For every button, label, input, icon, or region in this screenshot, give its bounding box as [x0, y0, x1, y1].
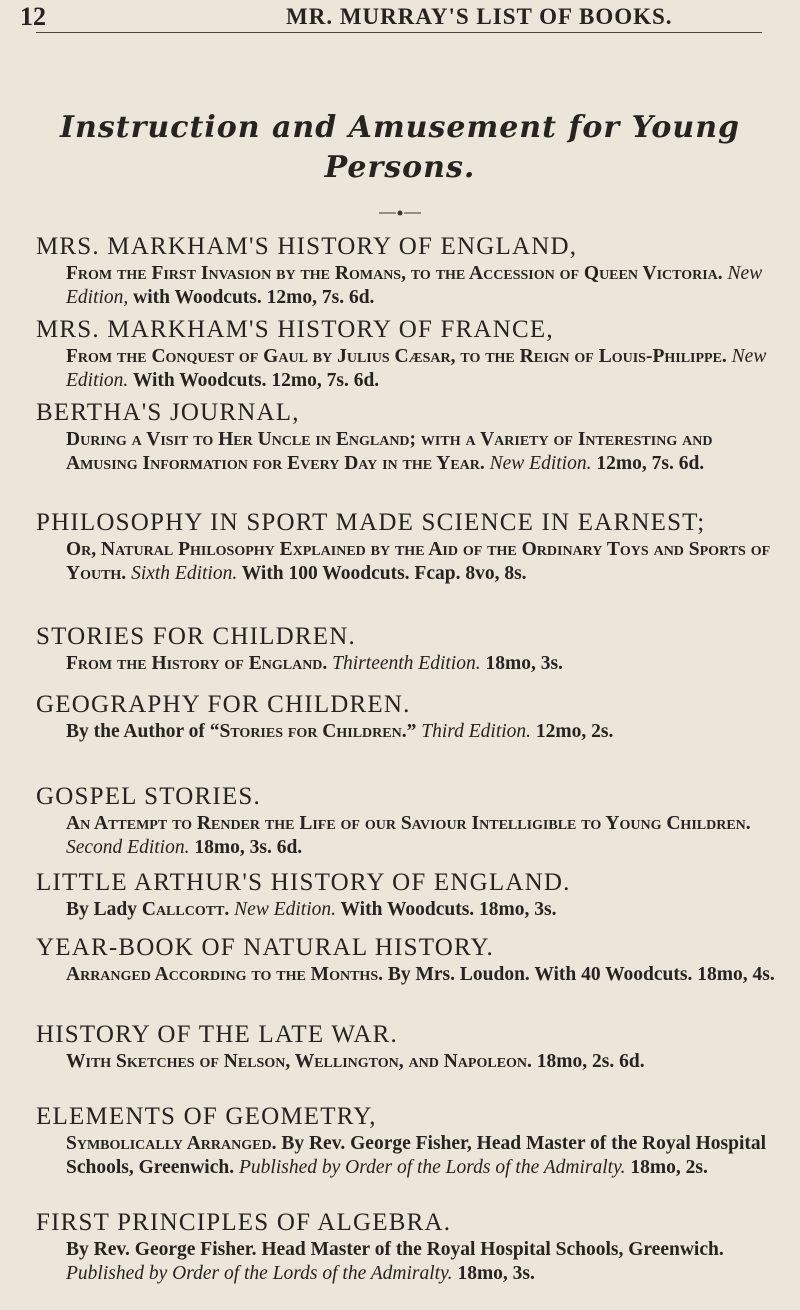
- book-subtitle: From the First Invasion by the Romans, to the Accession of Queen Victoria.: [66, 263, 723, 284]
- book-details: By Rev. George Fisher, Head Master of the Royal Hospital Schools, Greenwich.: [66, 1133, 767, 1178]
- book-details: 12mo, 7s. 6d.: [596, 453, 705, 474]
- section-title: [0, 108, 800, 188]
- book-entry: [36, 1020, 782, 1074]
- book-description: [66, 652, 782, 676]
- book-details: With Woodcuts. 18mo, 3s.: [340, 899, 557, 920]
- book-price: 18mo, 3s.: [457, 1263, 535, 1284]
- book-title: MRS. MARKHAM'S HISTORY OF FRANCE,: [36, 316, 554, 343]
- book-edition: New Edition.: [489, 453, 592, 474]
- book-edition: New Edition,: [66, 263, 763, 308]
- book-description: [66, 1238, 782, 1286]
- book-title: FIRST PRINCIPLES OF ALGEBRA.: [36, 1209, 452, 1236]
- book-subtitle: An Attempt to Render the Life of our Saviour Intelligible to Young Children.: [66, 813, 751, 834]
- book-edition: New Edition.: [234, 899, 336, 920]
- book-subtitle: From the History of England.: [66, 653, 328, 674]
- running-head: [0, 0, 800, 44]
- book-price: 18mo, 2s.: [630, 1157, 708, 1178]
- book-subtitle: Or, Natural Philosophy Explained by the Aid of the Ordinary Toys and Sports of Youth.: [66, 539, 771, 584]
- book-details: By Mrs. Loudon. With 40 Woodcuts. 18mo, 4s.: [387, 964, 775, 985]
- book-subtitle: Callcott.: [141, 899, 230, 920]
- section-title-line-2: Persons.: [324, 150, 476, 185]
- book-details: 12mo, 2s.: [535, 721, 614, 742]
- page-number: 12: [20, 2, 46, 31]
- book-description: [66, 1050, 782, 1074]
- book-title: LITTLE ARTHUR'S HISTORY OF ENGLAND.: [36, 869, 571, 896]
- book-description: [66, 963, 782, 987]
- book-edition: New Edition.: [66, 346, 767, 391]
- book-entry: [36, 868, 782, 922]
- book-title: STORIES FOR CHILDREN.: [36, 623, 356, 650]
- book-subtitle: During a Visit to Her Uncle in England; with a Variety of Interesting and Amusing Information for Every Day in the Year.: [66, 429, 713, 474]
- book-description: [66, 720, 782, 744]
- book-description: [66, 428, 782, 476]
- book-publisher-note: Published by Order of the Lords of the Admiralty.: [66, 1263, 453, 1284]
- book-edition: Third Edition.: [421, 721, 532, 742]
- book-details: With 100 Woodcuts. Fcap. 8vo, 8s.: [241, 563, 527, 584]
- book-description: [66, 898, 782, 922]
- book-description: [66, 345, 782, 393]
- book-publisher-note: Published by Order of the Lords of the Admiralty.: [238, 1157, 626, 1178]
- book-entry: [36, 782, 782, 860]
- book-title: ELEMENTS OF GEOMETRY,: [36, 1103, 377, 1130]
- running-title: MR. MURRAY'S LIST OF BOOKS.: [286, 4, 673, 29]
- book-title: PHILOSOPHY IN SPORT MADE SCIENCE IN EARNEST;: [36, 509, 706, 536]
- book-entry: [36, 398, 782, 476]
- book-description: [66, 538, 782, 586]
- book-edition: Second Edition.: [66, 837, 190, 858]
- book-title: GOSPEL STORIES.: [36, 783, 261, 810]
- book-entry: [36, 622, 782, 676]
- book-entry: [36, 690, 782, 744]
- book-title: GEOGRAPHY FOR CHILDREN.: [36, 691, 411, 718]
- book-details: 18mo, 2s. 6d.: [536, 1051, 645, 1072]
- book-author-prefix: By Lady: [66, 899, 137, 920]
- book-entry: [36, 933, 782, 987]
- book-title: MRS. MARKHAM'S HISTORY OF ENGLAND,: [36, 233, 578, 260]
- book-title: HISTORY OF THE LATE WAR.: [36, 1021, 398, 1048]
- book-author-prefix: By the Author of: [66, 721, 205, 742]
- book-description: [66, 812, 782, 860]
- book-subtitle: From the Conquest of Gaul by Julius Cæsar, to the Reign of Louis-Philippe.: [66, 346, 727, 367]
- book-description: [66, 262, 782, 310]
- book-entry: [36, 1208, 782, 1286]
- book-details: With Woodcuts. 12mo, 7s. 6d.: [132, 370, 380, 391]
- book-entry: [36, 1102, 782, 1180]
- book-subtitle: “Stories for Children.”: [209, 721, 417, 742]
- header-rule: [36, 32, 762, 33]
- book-subtitle: Symbolically Arranged.: [66, 1133, 277, 1154]
- book-details: with Woodcuts. 12mo, 7s. 6d.: [133, 287, 375, 308]
- book-subtitle: Arranged According to the Months.: [66, 964, 383, 985]
- book-details: 18mo, 3s. 6d.: [194, 837, 303, 858]
- book-entry: [36, 508, 782, 586]
- book-entry: [36, 232, 782, 310]
- book-subtitle: With Sketches of Nelson, Wellington, and Napoleon.: [66, 1051, 532, 1072]
- book-details: By Rev. George Fisher. Head Master of the Royal Hospital Schools, Greenwich.: [66, 1239, 724, 1260]
- book-title: YEAR-BOOK OF NATURAL HISTORY.: [36, 934, 494, 961]
- book-details: 18mo, 3s.: [485, 653, 563, 674]
- book-entry: [36, 315, 782, 393]
- book-edition: Thirteenth Edition.: [332, 653, 481, 674]
- ornament-divider: [379, 210, 421, 216]
- book-description: [66, 1132, 782, 1180]
- book-edition: Sixth Edition.: [131, 563, 238, 584]
- book-title: BERTHA'S JOURNAL,: [36, 399, 300, 426]
- section-title-line-1: Instruction and Amusement for Young: [60, 110, 740, 145]
